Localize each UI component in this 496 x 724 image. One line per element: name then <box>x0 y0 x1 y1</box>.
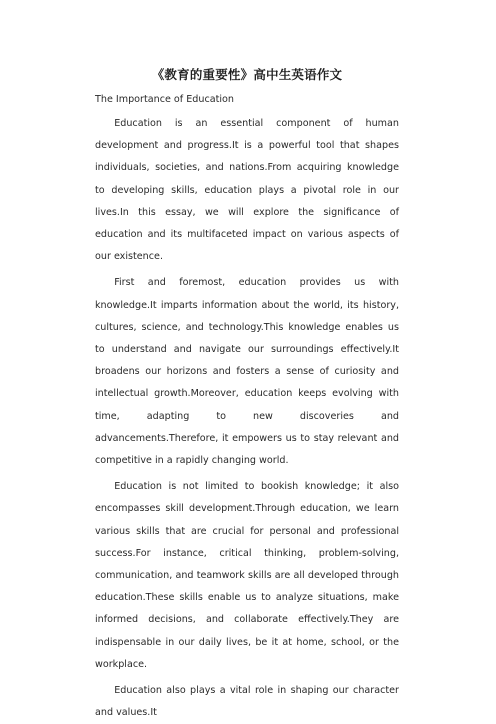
document-title: 《教育的重要性》高中生英语作文 <box>151 67 343 82</box>
essay-title: The Importance of Education <box>95 94 234 105</box>
paragraph-4: Education also plays a vital role in shaping our character and values.It <box>95 685 399 719</box>
paragraph-3: Education is not limited to bookish knowledge; it also encompasses skill development.Through education, we learn various skills that are crucial for personal and professional success.For instance, critical thinking, problem-solving, communication, and teamwork skills are all developed through education.These skills enable us to analyze situations, make informed decisions, and collaborate effectively.They are indispensable in our daily lives, be it at home, school, or the workplace. <box>95 481 399 670</box>
paragraph-1: Education is an essential component of human development and progress.It is a powerful tool that shapes individuals, societies, and nations.From acquiring knowledge to developing skills, education plays a pivotal role in our lives.In this essay, we will explore the significance of education and its multifaceted impact on various aspects of our existence. <box>95 118 399 263</box>
paragraph-2: First and foremost, education provides us with knowledge.It imparts information about the world, its history, cultures, science, and technology.This knowledge enables us to understand and navigate our surroundings effectively.It broadens our horizons and fosters a sense of curiosity and intellectual growth.Moreover, education keeps evolving with time, adapting to new discoveries and advancements.Therefore, it empowers us to stay relevant and competitive in a rapidly changing world. <box>95 277 399 467</box>
